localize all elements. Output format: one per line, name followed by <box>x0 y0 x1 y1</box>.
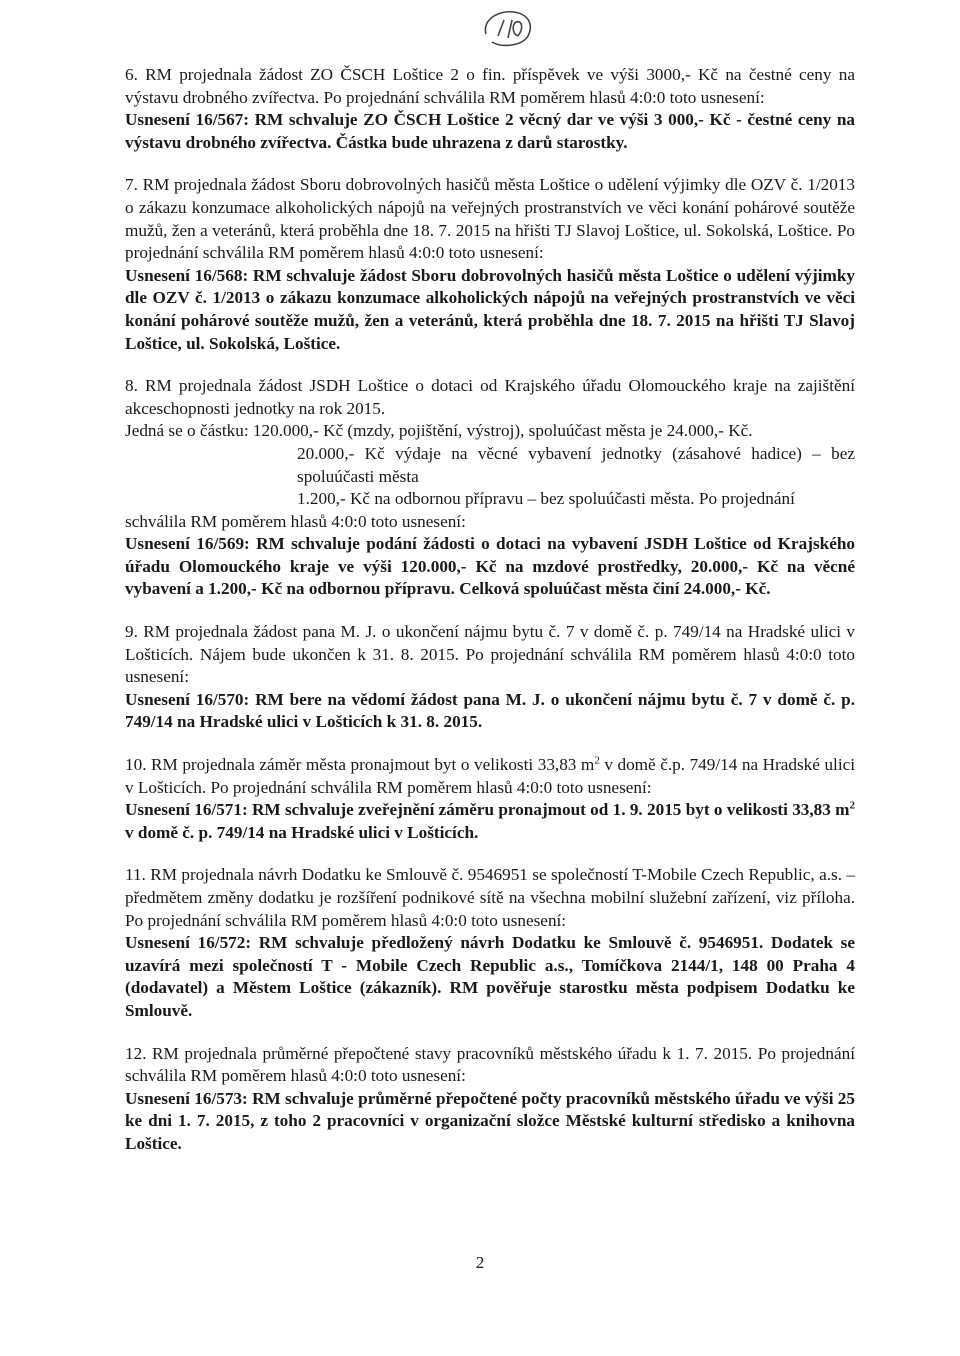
resolution-16-568: Usnesení 16/568: RM schvaluje žádost Sboru dobrovolných hasičů města Loštice o udělení výjimky dle OZV č. 1/2013 o zákazu konzumace alkoholických nápojů na veřejných prostranstvích ve věci konání pohárové soutěže mužů, žen a veteránů, která proběhla dne 18. 7. 2015 na hřišti TJ Slavoj Loštice, ul. Sokolská, Loštice. <box>125 265 855 353</box>
item-text: 6. RM projednala žádost ZO ČSCH Loštice 2 o fin. příspěvek ve výši 3000,- Kč na čestné ceny na výstavu drobného zvířectva. Po projednání schválila RM poměrem hlasů 4:0:0 toto usnesení: <box>125 65 855 107</box>
item-text: 9. RM projednala žádost pana M. J. o ukončení nájmu bytu č. 7 v domě č. p. 749/14 na Hradské ulici v Lošticích. Nájem bude ukončen k 31. 8. 2015. Po projednání schválila RM poměrem hlasů 4:0:0 toto usnesení: <box>125 622 855 687</box>
resolution-16-570: Usnesení 16/570: RM bere na vědomí žádost pana M. J. o ukončení nájmu bytu č. 7 v domě č. p. 749/14 na Hradské ulici v Lošticích k 31. 8. 2015. <box>125 689 855 732</box>
item-text: 7. RM projednala žádost Sboru dobrovolných hasičů města Loštice o udělení výjimky dle OZV č. 1/2013 o zákazu konzumace alkoholických nápojů na veřejných prostranstvích ve věci konání pohárové soutěže mužů, žen a veteránů, která proběhla dne 18. 7. 2015 na hřišti TJ Slavoj Loštice, ul. Sokolská, Loštice. Po projednání schválila RM poměrem hlasů 4:0:0 toto usnesení: <box>125 175 855 263</box>
agenda-item-6 <box>125 64 855 154</box>
handwritten-page-mark <box>478 6 538 50</box>
superscript: 2 <box>594 754 600 767</box>
item-text-b: v domě č.p. 749/14 na Hradské ulici v Lošticích. Po projednání schválila RM poměrem hlasů 4:0:0 toto usnesení: <box>125 755 855 797</box>
resolution-16-572: Usnesení 16/572: RM schvaluje předložený návrh Dodatku ke Smlouvě č. 9546951. Dodatek se uzavírá mezi společností T - Mobile Czech Republic a.s., Tomíčkova 2144/1, 148 00 Praha 4 (dodavatel) a Městem Loštice (zákazník). RM pověřuje starostku města podpisem Dodatku ke Smlouvě. <box>125 933 855 1020</box>
cost-line-1: Jedná se o částku: 120.000,- Kč (mzdy, pojištění, výstroj), spoluúčast města je 24.000,- Kč. <box>125 421 753 441</box>
resolution-16-571 <box>125 799 855 844</box>
cost-line-3: 1.200,- Kč na odbornou přípravu – bez spoluúčasti města. Po projednání <box>297 489 795 509</box>
page-number: 2 <box>475 1253 485 1272</box>
agenda-item-12 <box>125 1043 855 1156</box>
resolution-text-b: v domě č. p. 749/14 na Hradské ulici v Lošticích. <box>125 822 479 842</box>
minutes-body <box>125 64 855 1176</box>
resolution-text-a: Usnesení 16/571: RM schvaluje zveřejnění záměru pronajmout od 1. 9. 2015 byt o velikosti 33,83 m <box>125 800 850 820</box>
superscript: 2 <box>849 799 855 812</box>
agenda-item-8 <box>125 375 855 601</box>
item-text-a: 10. RM projednala záměr města pronajmout byt o velikosti 33,83 m <box>125 755 595 775</box>
agenda-item-9 <box>125 621 855 734</box>
resolution-16-567: Usnesení 16/567: RM schvaluje ZO ČSCH Loštice 2 věcný dar ve výši 3 000,- Kč - čestné ceny na výstavu drobného zvířectva. Částka bude uhrazena z darů starostky. <box>125 110 855 152</box>
resolution-16-573: Usnesení 16/573: RM schvaluje průměrné přepočtené počty pracovníků městského úřadu ve výši 25 ke dni 1. 7. 2015, z toho 2 pracovníci v organizační složce Městské kulturní středisko a knihovna Loštice. <box>125 1088 855 1153</box>
item-intro: 8. RM projednala žádost JSDH Loštice o dotaci od Krajského úřadu Olomouckého kraje na zajištění akceschopnosti jednotky na rok 2015. <box>125 376 855 418</box>
agenda-item-10 <box>125 754 855 844</box>
agenda-item-11 <box>125 864 855 1022</box>
item-text <box>125 754 855 799</box>
agenda-item-7 <box>125 174 855 355</box>
cost-line-3b: schválila RM poměrem hlasů 4:0:0 toto usnesení: <box>125 511 466 531</box>
item-text: 11. RM projednala návrh Dodatku ke Smlouvě č. 9546951 se společností T-Mobile Czech Republic, a.s. – předmětem změny dodatku je rozšíření podnikové sítě na všechna mobilní služební zařízení, viz příloha. Po projednání schválila RM poměrem hlasů 4:0:0 toto usnesení: <box>125 865 855 930</box>
resolution-16-569: Usnesení 16/569: RM schvaluje podání žádosti o dotaci na vybavení JSDH Loštice od Krajského úřadu Olomouckého kraje ve výši 120.000,- Kč na mzdové prostředky, 20.000,- Kč na věcné vybavení a 1.200,- Kč na odbornou přípravu. Celková spoluúčast města činí 24.000,- Kč. <box>125 534 855 599</box>
cost-line-2: 20.000,- Kč výdaje na věcné vybavení jednotky (zásahové hadice) – bez spoluúčasti města <box>297 443 855 486</box>
item-text: 12. RM projednala průměrné přepočtené stavy pracovníků městského úřadu k 1. 7. 2015. Po projednání schválila RM poměrem hlasů 4:0:0 toto usnesení: <box>125 1043 855 1086</box>
